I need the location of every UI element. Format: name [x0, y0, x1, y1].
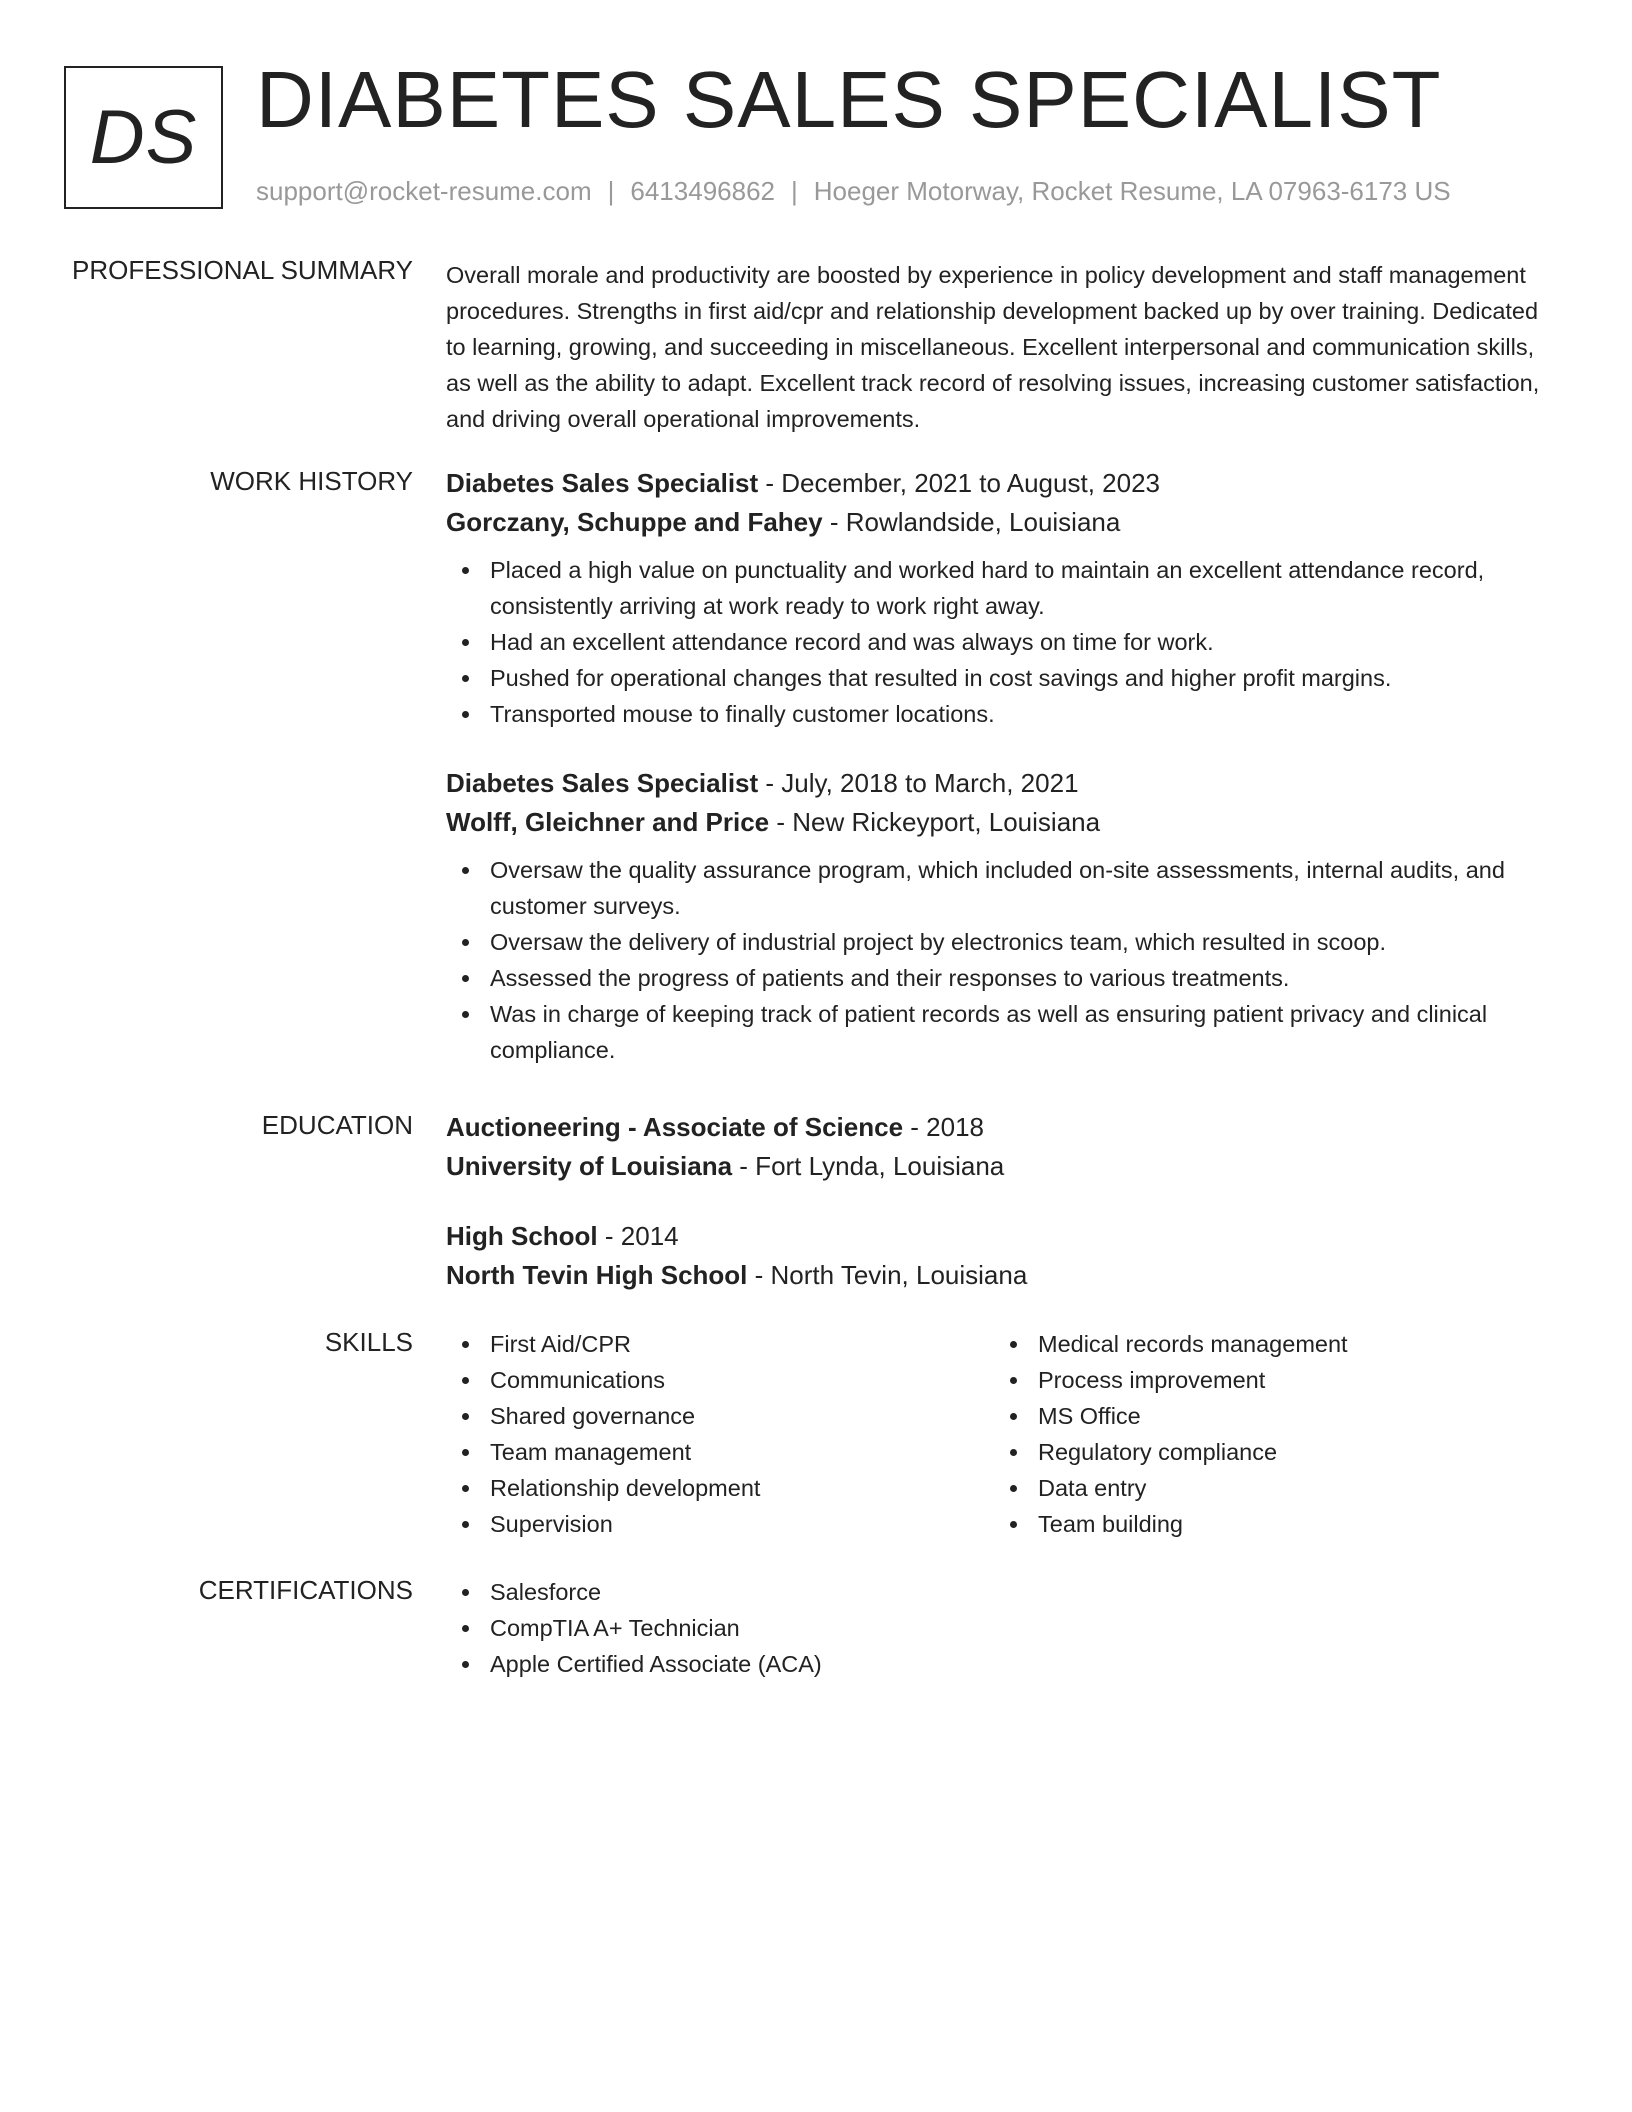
- job-location: - New Rickeyport, Louisiana: [769, 807, 1101, 837]
- skills-list-right: [994, 1326, 1542, 1542]
- job-entry: [446, 464, 1561, 732]
- summary-text: Overall morale and productivity are boosted by experience in policy development and staff management procedures. Strengths in first aid/cpr and relationship development backed up by over training. Dedicated to learning, growing, and succeeding in miscellaneous. Excellent interpersonal and communication skills, as well as the ability to adapt. Excellent track record of resolving issues, increasing customer satisfaction, and driving overall operational improvements.: [446, 262, 1540, 432]
- education-entry: [446, 1108, 1561, 1186]
- skill-item: Team management: [446, 1434, 994, 1470]
- skill-item: Regulatory compliance: [994, 1434, 1542, 1470]
- education-location: - North Tevin, Louisiana: [747, 1260, 1028, 1290]
- skill-item: Relationship development: [446, 1470, 994, 1506]
- job-role: Diabetes Sales Specialist: [446, 468, 759, 498]
- contact-phone: 6413496862: [630, 176, 775, 206]
- skills-body: [446, 1326, 1561, 1542]
- section-title-work-history: WORK HISTORY: [210, 466, 413, 496]
- job-bullets: [446, 852, 1561, 1068]
- certifications-body: [446, 1574, 1561, 1682]
- job-title-line: [446, 464, 1561, 503]
- skill-item: Process improvement: [994, 1362, 1542, 1398]
- section-title-summary: PROFESSIONAL SUMMARY: [72, 255, 413, 285]
- education-body: [446, 1108, 1561, 1295]
- skill-item: Medical records management: [994, 1326, 1542, 1362]
- job-company-line: [446, 503, 1561, 542]
- monogram-box: [64, 66, 223, 209]
- contact-email: support@rocket-resume.com: [256, 176, 592, 206]
- skills-list-left: [446, 1326, 994, 1542]
- certifications-list: [446, 1574, 1561, 1682]
- education-degree: High School: [446, 1221, 598, 1251]
- education-school: University of Louisiana: [446, 1151, 733, 1181]
- job-bullet: Placed a high value on punctuality and worked hard to maintain an excellent attendance record, consistently arriving at work ready to work right away.: [446, 552, 1561, 624]
- monogram-initials: DS: [89, 95, 198, 180]
- education-school-line: [446, 1147, 1561, 1186]
- skill-item: Supervision: [446, 1506, 994, 1542]
- job-company-line: [446, 803, 1561, 842]
- contact-address: Hoeger Motorway, Rocket Resume, LA 07963-6173 US: [813, 176, 1451, 206]
- job-company: Wolff, Gleichner and Price: [446, 807, 770, 837]
- job-bullet: Had an excellent attendance record and was always on time for work.: [446, 624, 1561, 660]
- education-year: - 2018: [903, 1112, 984, 1142]
- education-degree: Auctioneering - Associate of Science: [446, 1112, 904, 1142]
- education-entry: [446, 1217, 1561, 1295]
- skills-columns: [446, 1326, 1561, 1542]
- job-dates: - July, 2018 to March, 2021: [758, 768, 1079, 798]
- education-location: - Fort Lynda, Louisiana: [732, 1151, 1005, 1181]
- job-bullet: Oversaw the delivery of industrial project by electronics team, which resulted in scoop.: [446, 924, 1561, 960]
- job-bullet: Transported mouse to finally customer locations.: [446, 696, 1561, 732]
- skill-item: First Aid/CPR: [446, 1326, 994, 1362]
- job-role: Diabetes Sales Specialist: [446, 768, 759, 798]
- contact-line: [256, 176, 1451, 207]
- contact-separator: |: [607, 176, 615, 206]
- education-degree-line: [446, 1217, 1561, 1256]
- job-bullet: Was in charge of keeping track of patient records as well as ensuring patient privacy and clinical compliance.: [446, 996, 1561, 1068]
- education-school: North Tevin High School: [446, 1260, 748, 1290]
- job-dates: - December, 2021 to August, 2023: [758, 468, 1160, 498]
- skill-item: Team building: [994, 1506, 1542, 1542]
- contact-separator: |: [791, 176, 798, 206]
- work-history-body: [446, 464, 1561, 1068]
- job-location: - Rowlandside, Louisiana: [822, 507, 1121, 537]
- certification-item: Apple Certified Associate (ACA): [446, 1646, 1561, 1682]
- section-title-skills: SKILLS: [324, 1327, 413, 1357]
- job-bullets: [446, 552, 1561, 732]
- job-bullet: Oversaw the quality assurance program, which included on-site assessments, internal audits, and customer surveys.: [446, 852, 1561, 924]
- resume-name: DIABETES SALES SPECIALIST: [256, 55, 1442, 144]
- skill-item: Data entry: [994, 1470, 1542, 1506]
- education-degree-line: [446, 1108, 1561, 1147]
- certification-item: CompTIA A+ Technician: [446, 1610, 1561, 1646]
- job-entry: [446, 764, 1561, 1068]
- education-school-line: [446, 1256, 1561, 1295]
- job-bullet: Pushed for operational changes that resulted in cost savings and higher profit margins.: [446, 660, 1561, 696]
- job-title-line: [446, 764, 1561, 803]
- section-title-certifications: CERTIFICATIONS: [198, 1575, 413, 1605]
- education-year: - 2014: [597, 1221, 679, 1251]
- section-title-education: EDUCATION: [261, 1110, 413, 1140]
- job-company: Gorczany, Schuppe and Fahey: [446, 507, 823, 537]
- skill-item: MS Office: [994, 1398, 1542, 1434]
- job-bullet: Assessed the progress of patients and their responses to various treatments.: [446, 960, 1561, 996]
- skill-item: Shared governance: [446, 1398, 994, 1434]
- certification-item: Salesforce: [446, 1574, 1561, 1610]
- skill-item: Communications: [446, 1362, 994, 1398]
